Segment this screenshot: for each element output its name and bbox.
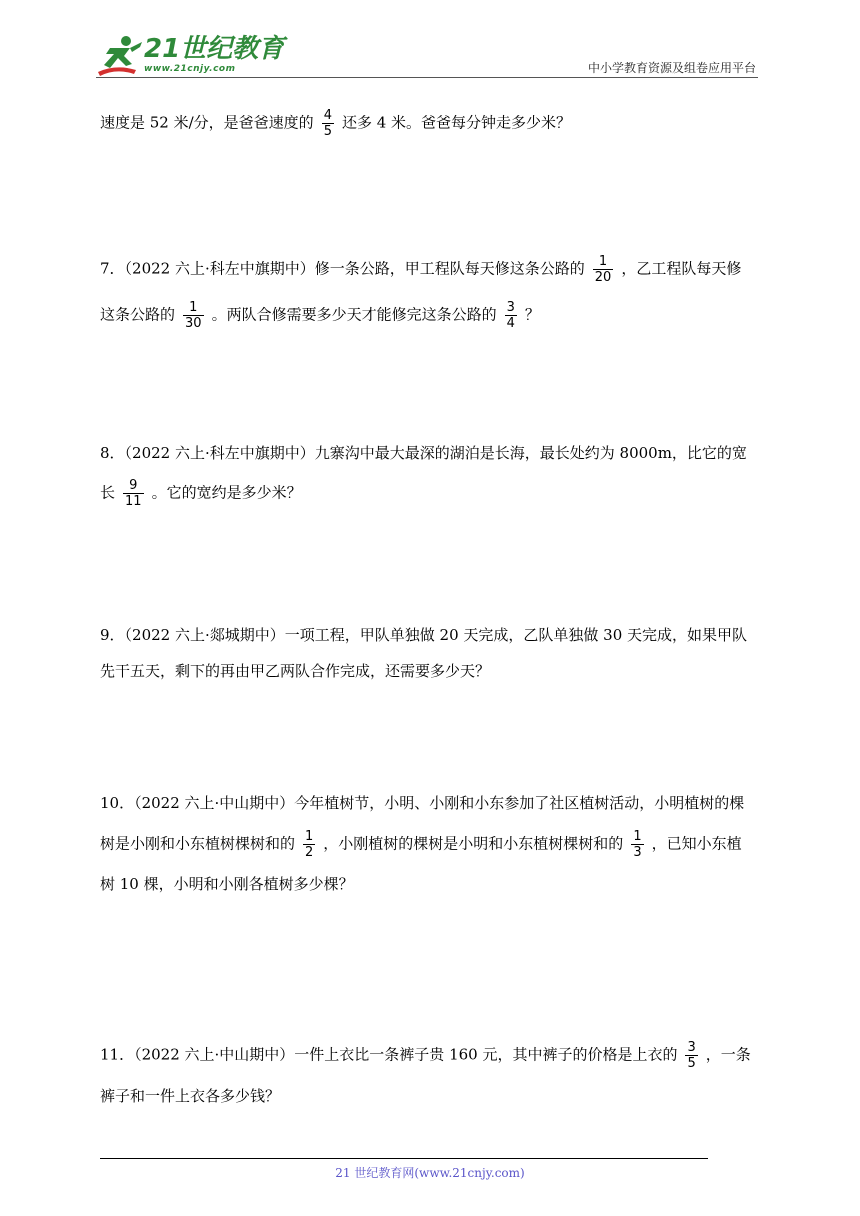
fraction [322, 108, 334, 139]
fraction-numerator: 1 [183, 300, 204, 316]
question-6-line-1 [100, 108, 760, 139]
fraction-denominator: 5 [323, 124, 332, 139]
text-segment: ，一条 [705, 1045, 751, 1064]
fraction [593, 254, 614, 285]
text-segment: 。它的宽约是多少米？ [151, 483, 302, 502]
site-logo[interactable] [96, 34, 285, 78]
question-10-line-1: 10．（2022 六上·中山期中）今年植树节，小明、小刚和小东参加了社区植树活动，小明植树的棵 [100, 794, 745, 812]
running-man-logo-icon [96, 34, 144, 78]
question-11-line-1 [100, 1040, 760, 1071]
fraction-denominator: 11 [125, 494, 142, 509]
question-11-line-2: 裤子和一件上衣各多少钱？ [100, 1087, 281, 1105]
fraction [505, 300, 517, 331]
fraction-denominator: 30 [185, 316, 202, 331]
fraction [303, 829, 315, 860]
text-segment: 7．（2022 六上·科左中旗期中）修一条公路，甲工程队每天修这条公路的 [100, 259, 585, 278]
header-platform-text: 中小学教育资源及组卷应用平台 [587, 61, 756, 75]
text-segment: 长 [100, 483, 116, 502]
header-divider [96, 77, 758, 78]
footer-link[interactable]: 21 世纪教育网(www.21cnjy.com) [335, 1166, 525, 1180]
logo-url: www.21cnjy.com [144, 64, 236, 74]
fraction-numerator: 3 [687, 1040, 696, 1055]
question-10-line-3: 树 10 棵，小明和小刚各植树多少棵？ [100, 875, 354, 893]
text-segment: 还多 4 米。爸爸每分钟走多少米？ [341, 113, 572, 132]
fraction-numerator: 1 [305, 829, 314, 844]
fraction [631, 829, 643, 860]
text-segment: 树是小刚和小东植树棵树和的 [100, 834, 296, 853]
question-8-line-1: 8．（2022 六上·科左中旗期中）九寨沟中最大最深的湖泊是长海，最长处约为 8000m，比它的宽 [100, 444, 747, 462]
fraction-numerator: 4 [323, 108, 332, 123]
text-segment: ，小刚植树的棵树是小明和小东植树棵树和的 [323, 834, 624, 853]
fraction-numerator: 9 [123, 478, 144, 494]
fraction-numerator: 1 [633, 829, 642, 844]
logo-text: 21世纪教育 [144, 34, 285, 64]
footer-divider [100, 1158, 708, 1159]
text-segment: 。两队合修需要多少天才能修完这条公路的 [211, 305, 497, 324]
text-segment: 速度是 52 米/分，是爸爸速度的 [100, 113, 314, 132]
question-9-line-2: 先干五天，剩下的再由甲乙两队合作完成，还需要多少天？ [100, 662, 491, 680]
fraction [183, 300, 204, 331]
fraction-denominator: 3 [633, 845, 642, 860]
fraction-denominator: 5 [687, 1056, 696, 1071]
fraction-numerator: 1 [593, 254, 614, 270]
question-7-line-1 [100, 254, 760, 285]
text-segment: ？ [524, 305, 540, 324]
fraction-numerator: 3 [506, 300, 515, 315]
page-header [0, 0, 860, 82]
question-9-line-1: 9．（2022 六上·郯城期中）一项工程，甲队单独做 20 天完成，乙队单独做 30 天完成，如果甲队 [100, 626, 748, 644]
fraction [685, 1040, 697, 1071]
fraction-denominator: 20 [594, 270, 612, 285]
text-segment: 这条公路的 [100, 305, 176, 324]
text-segment: ，乙工程队每天修 [621, 259, 742, 278]
fraction-denominator: 2 [305, 845, 314, 860]
fraction-denominator: 4 [506, 316, 515, 331]
text-segment: ，已知小东植 [651, 834, 742, 853]
question-10-line-2 [100, 829, 760, 860]
fraction [123, 478, 144, 509]
question-8-line-2 [100, 478, 760, 509]
question-7-line-2 [100, 300, 760, 331]
text-segment: 11．（2022 六上·中山期中）一件上衣比一条裤子贵 160 元，其中裤子的价格是上衣的 [100, 1045, 678, 1064]
